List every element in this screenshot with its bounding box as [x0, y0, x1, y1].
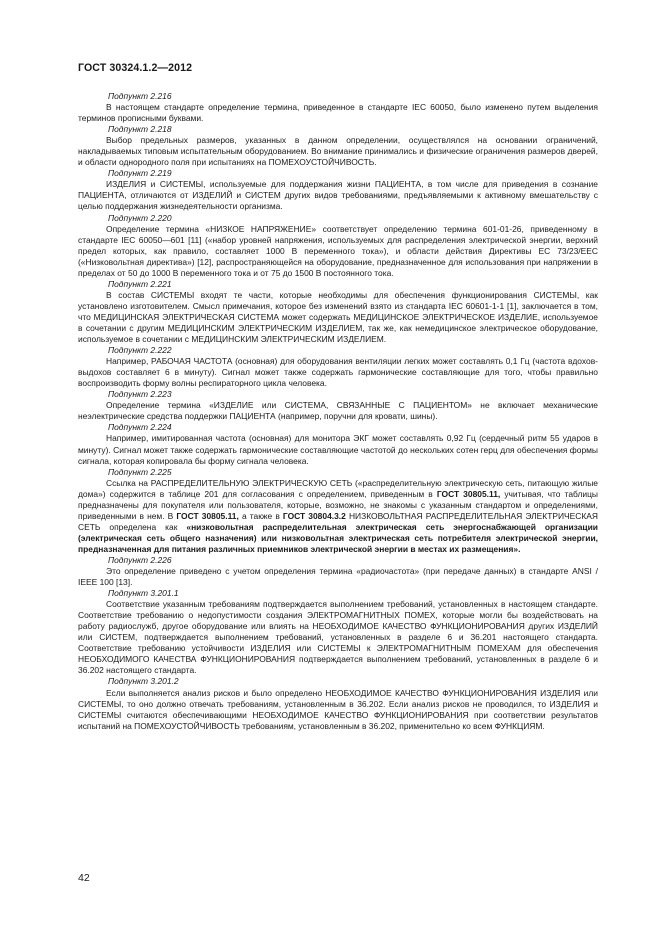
paragraph — [78, 356, 598, 389]
text-run: Например, РАБОЧАЯ ЧАСТОТА (основная) для оборудования вентиляции легких может составлять 0,1 Гц (частота вдохов-выдохов составляет 6 в минуту). Сигнал может также содержать гармонические составляющие для того, чтобы правильно воспроизводить форму волны респираторного цикла человека. — [78, 356, 598, 389]
bold-text-run: ГОСТ 30804.3.2 — [282, 510, 346, 521]
subclause-heading: Подпункт 2.225 — [108, 466, 172, 477]
text-run: В состав СИСТЕМЫ входят те части, которые необходимы для обеспечения функционирования СИСТЕМЫ, как установлено изготовителем. Смысл примечания, которое без изменений взято из стандарта IEC 60601-1-1 [1], заключается в том, что МЕДИЦИНСКАЯ ЭЛЕКТРИЧЕСКАЯ СИСТЕМА может содержать МЕДИЦИНСКОЕ ЭЛЕКТРИЧЕСКОЕ ИЗДЕЛИЕ, используемое в сочетании с другим МЕДИЦИНСКИМ ЭЛЕКТРИЧЕСКИМ ИЗДЕЛИЕМ, так же, как немедицинское электрическое оборудование, используемое в сочетании с МЕДИЦИНСКИМ ЭЛЕКТРИЧЕСКИМ ИЗДЕЛИЕМ. — [78, 289, 598, 345]
subclause-heading: Подпункт 2.219 — [108, 168, 172, 179]
paragraph — [78, 566, 598, 588]
paragraph — [78, 688, 598, 732]
bold-text-run: ГОСТ 30805.11, — [436, 488, 501, 499]
paragraph — [78, 179, 598, 212]
text-run: Выбор предельных размеров, указанных в данном определении, осуществлялся на основании ограничений, накладываемых типовым испытательным оборудованием. Во внимание принимались и физические ограничения размеров дверей, и области однородного поля при испытаниях на ПОМЕХОУСТОЙЧИВОСТЬ. — [78, 135, 598, 168]
paragraph — [78, 135, 598, 168]
text-run: Определение термина «ИЗДЕЛИЕ или СИСТЕМА, СВЯЗАННЫЕ С ПАЦИЕНТОМ» не включает механические неэлектрические средства поддержки ПАЦИЕНТА (например, поручни для кровати, шины). — [78, 400, 598, 422]
subclause-heading: Подпункт 2.222 — [108, 345, 172, 356]
text-run: В настоящем стандарте определение термина, приведенное в стандарте IEC 60050, было изменено путем выделения терминов прописными буквами. — [78, 102, 598, 124]
text-run: а также в — [238, 510, 283, 521]
document-header: ГОСТ 30324.1.2—2012 — [78, 62, 193, 74]
text-run: НИЗКОВОЛЬТНАЯ РАСПРЕДЕЛИТЕЛЬНАЯ ЭЛЕКТРИЧЕСКАЯ СЕТЬ определена как — [78, 510, 599, 532]
page-number: 42 — [78, 872, 90, 884]
subclause-heading: Подпункт 2.216 — [108, 91, 172, 101]
text-run: Если выполняется анализ рисков и было определено НЕОБХОДИМОЕ КАЧЕСТВО ФУНКЦИОНИРОВАНИЯ ИЗДЕЛИЯ или СИСТЕМЫ, то оно должно отвечать требованиям, установленным в 36.202. Если анализ рисков не проводился, то ИЗДЕЛИЯ и СИСТЕМЫ считаются обеспечивающими НЕОБХОДИМОЕ КАЧЕСТВО ФУНКЦИОНИРОВАНИЯ при соответствии результатов испытаний на ПОМЕХОУСТОЙЧИВОСТЬ требованиям, установленным в 36.202, применительно ко всем ФУНКЦИЯМ. — [78, 687, 598, 731]
text-run: Ссылка на РАСПРЕДЕЛИТЕЛЬНУЮ ЭЛЕКТРИЧЕСКУЮ СЕТЬ («распределительную электрическую сеть, питающую жилые дома») содержится в таблице 201 для согласования с определением, приведенным в — [78, 477, 598, 499]
text-run: учитывая, что таблицы предназначены для покупателя или пользователя, которые, возможно, не знакомы с указанным стандартом и определениями, приведенными в нем. В — [78, 488, 598, 521]
text-run: Это определение приведено с учетом определения термина «радиочастота» (при передаче данных) в стандарте ANSI / IEEE 100 [13]. — [78, 566, 598, 588]
paragraph — [78, 290, 598, 345]
subclause-heading: Подпункт 2.223 — [108, 389, 172, 400]
paragraph — [78, 102, 598, 124]
bold-text-run: «низковольтная распределительная электрическая сеть энергоснабжающей организации (электрическая сеть общего назначения) или низковольтная электрическая сеть потребителя электрической энергии, предназначенная для питания различных приемников электрической энергии в местах их размещения». — [78, 521, 598, 554]
bold-text-run: ГОСТ 30805.11, — [176, 510, 239, 521]
paragraph — [78, 478, 598, 555]
text-run: Соответствие указанным требованиям подтверждается выполнением требований, установленных в настоящем стандарте. Соответствие требованию о недопустимости создания ЭЛЕКТРОМАГНИТНЫХ ПОМЕХ, которые могли бы воздействовать на работу радиослужб, другое оборудование или влиять на НЕОБХОДИМОЕ КАЧЕСТВО ФУНКЦИОНИРОВАНИЯ других ИЗДЕЛИЙ или СИСТЕМ, подтверждается выполнением требований, установленных в разделе 6 и 36.201 настоящего стандарта. Соответствие требованию устойчивости ИЗДЕЛИЯ или СИСТЕМЫ к ЭЛЕКТРОМАГНИТНЫМ ПОМЕХАМ для обеспечения НЕОБХОДИМОГО КАЧЕСТВА ФУНКЦИОНИРОВАНИЯ подтверждается выполнением требований, установленных в разделе 6 и 36.202 настоящего стандарта. — [78, 599, 598, 676]
subclause-heading: Подпункт 2.221 — [108, 278, 172, 289]
text-run: ИЗДЕЛИЯ и СИСТЕМЫ, используемые для поддержания жизни ПАЦИЕНТА, в том числе для приведения в сознание ПАЦИЕНТА, отличаются от ИЗДЕЛИЙ и СИСТЕМ других видов требованиями, предъявляемыми к активному вмешательству с целью поддержания жизнедеятельности организма. — [78, 179, 598, 212]
text-run: Определение термина «НИЗКОЕ НАПРЯЖЕНИЕ» соответствует определению термина 601-01-26, приведенному в стандарте IEC 60050—601 [11] («набор уровней напряжения, используемых для распределения электрической энергии, верхний предел которых, как правило, составляет 1000 В переменного тока»), и области действия Директивы ЕС 73/23/ЕЕС («Низковольтная директива») [12], распространяющейся на оборудование, предназначенное для использования при напряжении в пределах от 50 до 1000 В переменного тока и от 75 до 1500 В постоянного тока. — [78, 223, 598, 278]
subclause-heading: Подпункт 2.224 — [108, 422, 172, 433]
subclause-heading: Подпункт 3.201.2 — [108, 676, 179, 687]
text-run: Например, имитированная частота (основная) для монитора ЭКГ может составлять 0,92 Гц (сердечный ритм 55 ударов в минуту). Сигнал может также содержать гармонические составляющие частотой до нескольких сотен герц для обеспечения формы сигнала, которая копировала бы форму сигнала человека. — [78, 433, 598, 466]
paragraph — [78, 599, 598, 676]
subclause-heading: Подпункт 2.218 — [108, 124, 172, 135]
subclause-heading: Подпункт 2.226 — [108, 554, 172, 565]
subclause-heading: Подпункт 3.201.1 — [108, 588, 179, 599]
document-body — [78, 91, 598, 732]
paragraph — [78, 400, 598, 422]
paragraph — [78, 224, 598, 279]
subclause-heading: Подпункт 2.220 — [108, 212, 172, 223]
paragraph — [78, 433, 598, 466]
